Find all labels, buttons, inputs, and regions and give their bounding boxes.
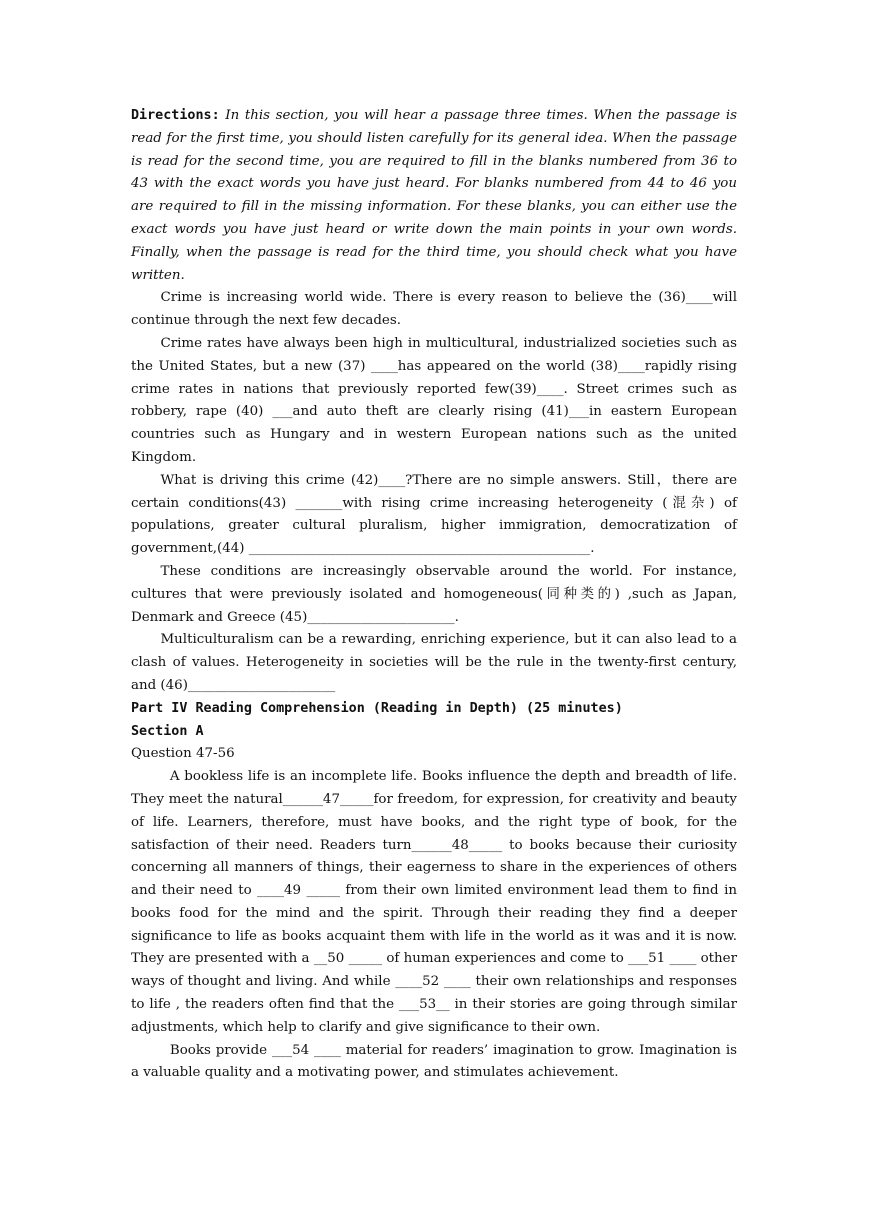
passage-paragraph-1: Crime is increasing world wide. There is every reason to believe the (36)____will continue through the next few decades. (131, 290, 737, 329)
directions-paragraph (131, 105, 737, 287)
part-heading: Part IV Reading Comprehension (Reading in Depth) (25 minutes) (131, 700, 623, 716)
passage-paragraph-5: Multiculturalism can be a rewarding, enriching experience, but it can also lead to a clash of values. Heterogeneity in societies will be the rule in the twenty-first century, and (46)______________________ (131, 632, 737, 693)
document-page (131, 105, 737, 1085)
reading-paragraph-1: A bookless life is an incomplete life. Books influence the depth and breadth of life. They meet the natural______47_____for freedom, for expression, for creativity and beauty of life. Learners, therefore, must have books, and the right type of book, for the satisfaction of their need. Readers turn______48_____ to books because their curiosity concerning all manners of things, their eagerness to share in the experiences of others and their need to ____49 _____ from their own limited environment lead them to find in books food for the mind and the spirit. Through their reading they find a deeper significance to life as books acquaint them with life in the world as it was and it is now. They are presented with a __50 _____ of human experiences and come to ___51 ____ other ways of thought and living. And while ____52 ____ their own relationships and responses to life , the readers often find that the ___53__ in their stories are going through similar adjustments, which help to clarify and give significance to their own. (131, 769, 737, 1035)
passage-paragraph-2: Crime rates have always been high in multicultural, industrialized societies such as the United States, but a new (37) ____has appeared on the world (38)____rapidly rising crime rates in nations that previously reported few(39)____. Street crimes such as robbery, rape (40) ___and auto theft are clearly rising (41)___in eastern European countries such as Hungary and in western European nations such as the united Kingdom. (131, 335, 737, 465)
reading-paragraph-2: Books provide ___54 ____ material for readers’ imagination to grow. Imagination is a valuable quality and a motivating power, and stimulates achievement. (131, 1042, 737, 1081)
question-range: Question 47-56 (131, 746, 235, 762)
passage-paragraph-3: What is driving this crime (42)____?There are no simple answers. Still，there are certain conditions(43) _______with rising crime increasing heterogeneity (混杂) of populations, greater cultural pluralism, higher immigration, democratization of government,(44) ___________________________________________________. (131, 472, 737, 557)
section-heading: Section A (131, 723, 204, 739)
directions-text: In this section, you will hear a passage three times. When the passage is read for the first time, you should listen carefully for its general idea. When the passage is read for the second time, you are required to fill in the blanks numbered from 36 to 43 with the exact words you have just heard. For blanks numbered from 44 to 46 you are required to fill in the missing information. For these blanks, you can either use the exact words you have just heard or write down the main points in your own words. Finally, when the passage is read for the third time, you should check what you have written. (131, 108, 737, 283)
directions-label: Directions: (131, 108, 220, 123)
passage-paragraph-4: These conditions are increasingly observable around the world. For instance, cultures that were previously isolated and homogeneous(同种类的) ,such as Japan, Denmark and Greece (45)______________________. (131, 563, 737, 625)
